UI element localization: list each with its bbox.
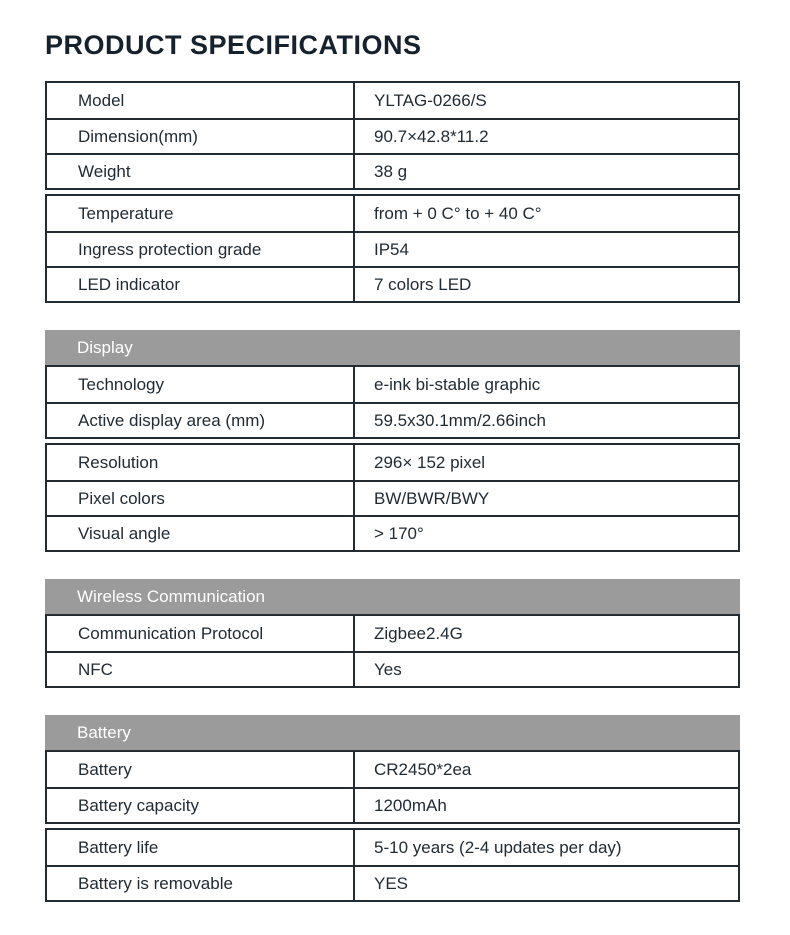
- page-title: PRODUCT SPECIFICATIONS: [45, 30, 422, 60]
- table-row: [47, 480, 738, 515]
- row-group: [45, 365, 740, 439]
- spec-section-wireless-communication: [45, 579, 740, 688]
- spec-section-display: [45, 330, 740, 552]
- spec-label: LED indicator: [47, 268, 355, 301]
- table-row: [47, 651, 738, 686]
- spec-label: NFC: [47, 653, 355, 686]
- spec-section-battery: [45, 715, 740, 902]
- spec-label: Weight: [47, 155, 355, 188]
- table-row: [47, 445, 738, 480]
- spec-value: YLTAG-0266/S: [374, 90, 487, 110]
- row-group: [45, 750, 740, 824]
- table-row: [47, 616, 738, 651]
- spec-value: e-ink bi-stable graphic: [374, 374, 541, 394]
- table-row: [47, 153, 738, 188]
- table-row: [47, 787, 738, 822]
- spec-value: Yes: [374, 659, 402, 679]
- spec-value: BW/BWR/BWY: [374, 488, 490, 508]
- spec-label: Model: [47, 83, 355, 118]
- spec-label: Visual angle: [47, 517, 355, 550]
- table-row: [47, 118, 738, 153]
- spec-value: 90.7×42.8*11.2: [374, 126, 489, 146]
- spec-label: Battery is removable: [47, 867, 355, 900]
- spec-value: from + 0 C° to + 40 C°: [374, 203, 542, 223]
- spec-label: Active display area (mm): [47, 404, 355, 437]
- row-group: [45, 194, 740, 303]
- spec-sections: [45, 81, 740, 902]
- spec-value: 1200mAh: [374, 795, 447, 815]
- table-row: [47, 865, 738, 900]
- table-row: [47, 83, 738, 118]
- spec-value: > 170°: [374, 523, 424, 543]
- spec-label: Technology: [47, 367, 355, 402]
- spec-label: Battery capacity: [47, 789, 355, 822]
- row-group: [45, 614, 740, 688]
- section-header: Display: [45, 330, 740, 365]
- table-row: [47, 196, 738, 231]
- spec-value: 7 colors LED: [374, 274, 472, 294]
- spec-label: Battery life: [47, 830, 355, 865]
- spec-label: Ingress protection grade: [47, 233, 355, 266]
- table-row: [47, 402, 738, 437]
- row-group: [45, 828, 740, 902]
- spec-value: 38 g: [374, 161, 408, 181]
- section-header: Wireless Communication: [45, 579, 740, 614]
- spec-section-general: [45, 81, 740, 303]
- table-row: [47, 367, 738, 402]
- spec-value: Zigbee2.4G: [374, 623, 463, 643]
- spec-label: Temperature: [47, 196, 355, 231]
- section-header: Battery: [45, 715, 740, 750]
- spec-value: IP54: [374, 239, 409, 259]
- spec-value: YES: [374, 873, 409, 893]
- spec-label: Dimension(mm): [47, 120, 355, 153]
- spec-value: 296× 152 pixel: [374, 452, 486, 472]
- row-group: [45, 443, 740, 552]
- spec-value: 5-10 years (2-4 updates per day): [374, 837, 622, 857]
- table-row: [47, 231, 738, 266]
- spec-label: Communication Protocol: [47, 616, 355, 651]
- table-row: [47, 266, 738, 301]
- table-row: [47, 752, 738, 787]
- spec-value: 59.5x30.1mm/2.66inch: [374, 410, 546, 430]
- row-group: [45, 81, 740, 190]
- table-row: [47, 830, 738, 865]
- spec-value: CR2450*2ea: [374, 759, 472, 779]
- spec-label: Pixel colors: [47, 482, 355, 515]
- spec-label: Resolution: [47, 445, 355, 480]
- spec-label: Battery: [47, 752, 355, 787]
- table-row: [47, 515, 738, 550]
